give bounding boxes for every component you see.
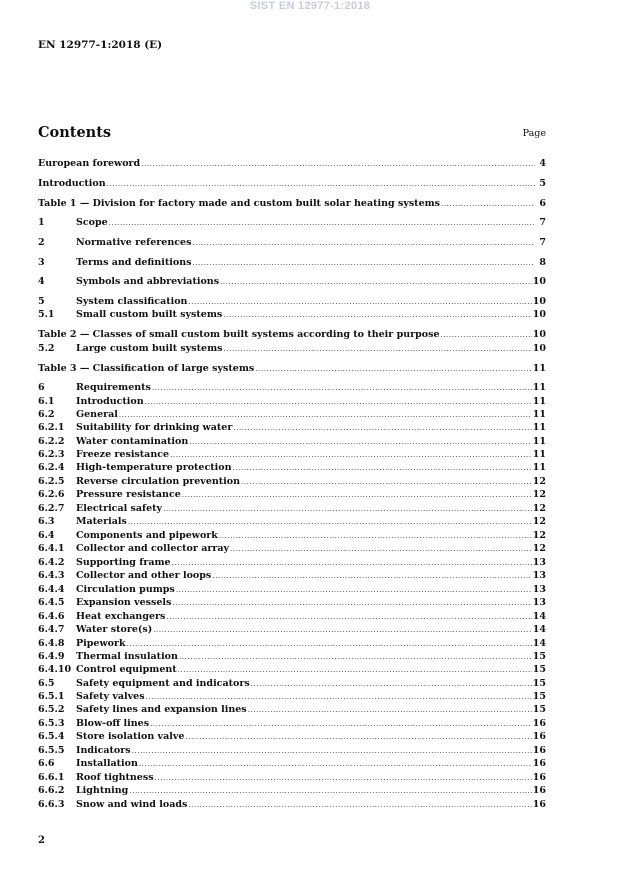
toc-entry-number: 6.4.10 [38,664,72,675]
dot-leader [178,664,532,677]
toc-entry-page: 12 [532,543,546,554]
toc-entry-number: 6.5.2 [38,704,65,715]
toc-entry-title[interactable]: Water store(s) [76,624,153,635]
dot-leader [109,217,535,230]
toc-entry-number: 6.4.9 [38,651,65,662]
toc-entry-title[interactable]: Store isolation valve [76,731,185,742]
toc-entry-title[interactable]: Installation [76,758,138,769]
toc-entry-title[interactable]: Snow and wind loads [76,799,188,810]
dot-leader [441,198,535,211]
dot-leader [192,257,535,270]
dot-leader [223,343,531,356]
toc-entry-number: 2 [38,237,45,248]
toc-entry-page: 8 [539,257,546,268]
toc-entry-page: 13 [532,597,546,608]
toc-entry-number: 6.5.5 [38,745,65,756]
toc-entry-page: 13 [532,584,546,595]
toc-entry-number: 6.4.6 [38,611,65,622]
toc-entry-page: 6 [539,198,546,209]
toc-entry-title[interactable]: Small custom built systems [76,309,223,320]
toc-entry-page: 10 [532,296,546,307]
toc-entry[interactable] [38,798,546,811]
toc-entry-title[interactable]: Terms and definitions [76,257,192,268]
toc-entry-title[interactable]: Safety equipment and indicators [76,678,250,689]
toc-entry[interactable] [38,650,546,663]
toc-entry-title[interactable]: Symbols and abbreviations [76,276,220,287]
toc-entry-number: 6.4.2 [38,557,65,568]
toc-entry-number: 4 [38,276,45,287]
toc-entry[interactable] [38,236,546,249]
toc-entry[interactable] [38,177,546,190]
toc-entry-title[interactable]: Normative references [76,237,192,248]
toc-entry[interactable] [38,677,546,690]
toc-entry-title[interactable]: Materials [76,516,127,527]
toc-entry-page: 10 [532,276,546,287]
toc-entry-title[interactable]: Lightning [76,785,129,796]
toc-entry-title[interactable]: System classification [76,296,188,307]
toc-entry-page: 15 [532,664,546,675]
dot-leader [220,276,532,289]
toc-entry[interactable] [38,744,546,757]
toc-entry-page: 11 [532,462,546,473]
toc-entry-page: 16 [532,785,546,796]
toc-entry-page: 16 [532,745,546,756]
dot-leader [185,731,531,744]
toc-entry-title[interactable]: European foreword [38,158,141,169]
dot-leader [248,704,532,717]
dot-leader [129,785,531,798]
toc-entry-number: 6.6.3 [38,799,65,810]
toc-entry-title[interactable]: Introduction [38,178,106,189]
toc-entry-page: 11 [532,363,546,374]
toc-entry[interactable] [38,637,546,650]
toc-entry-number: 1 [38,217,45,228]
dot-leader [139,758,532,771]
toc-entry-title[interactable]: Pipework [76,638,126,649]
toc-entry-number: 6.6.2 [38,785,65,796]
toc-entry-number: 6 [38,382,45,393]
toc-entry-number: 5.2 [38,343,55,354]
toc-entry-number: 6.4 [38,530,55,541]
toc-entry-title[interactable]: Blow-off lines [76,718,150,729]
dot-leader [141,158,535,171]
toc-entry-title[interactable]: Components and pipework [76,530,218,541]
toc-entry[interactable] [38,157,546,170]
document-id: EN 12977-1:2018 (E) [38,39,163,51]
toc-entry[interactable] [38,216,546,229]
toc-entry-number: 6.2.5 [38,476,65,487]
dot-leader [223,309,532,322]
toc-entry-number: 6.3 [38,516,55,527]
toc-entry-page: 15 [532,691,546,702]
toc-entry-page: 16 [532,731,546,742]
toc-entry-number: 6.2.2 [38,436,65,447]
toc-entry-number: 6.2 [38,409,55,420]
toc-entry-number: 6.4.4 [38,584,65,595]
toc-entry-page: 14 [532,638,546,649]
toc-entry-title[interactable]: Safety valves [76,691,145,702]
toc-entry-page: 16 [532,772,546,783]
toc-entry-number: 6.2.4 [38,462,65,473]
toc-entry[interactable] [38,408,546,421]
toc-entry-title[interactable]: Introduction [76,396,144,407]
toc-entry-title[interactable]: Table 2 — Classes of small custom built systems according to their purpose [38,329,440,340]
toc-entry-number: 6.6 [38,758,55,769]
toc-entry-page: 14 [532,624,546,635]
dot-leader [192,237,535,250]
dot-leader [128,516,532,529]
toc-entry-title[interactable]: General [76,409,118,420]
toc-entry[interactable] [38,623,546,636]
contents-title: Contents [38,124,112,141]
toc-entry[interactable] [38,583,546,596]
toc-entry-number: 6.5.3 [38,718,65,729]
dot-leader [233,422,531,435]
toc-entry-number: 6.4.3 [38,570,65,581]
toc-entry[interactable] [38,569,546,582]
toc-entry-title[interactable]: Roof tightness [76,772,154,783]
toc-entry[interactable] [38,275,546,288]
toc-entry-number: 6.2.3 [38,449,65,460]
dot-leader [188,799,531,812]
toc-entry-number: 3 [38,257,45,268]
toc-entry-title[interactable]: Requirements [76,382,151,393]
toc-entry-page: 12 [532,489,546,500]
toc-entry[interactable] [38,717,546,730]
toc-entry[interactable] [38,475,546,488]
toc-entry-number: 5 [38,296,45,307]
toc-entry-title[interactable]: Collector and other loops [76,570,212,581]
toc-entry-number: 6.5.1 [38,691,65,702]
toc-entry-number: 6.5.4 [38,731,65,742]
toc-entry[interactable] [38,448,546,461]
toc-entry-title[interactable]: Indicators [76,745,131,756]
toc-entry[interactable] [38,757,546,770]
toc-entry-title[interactable]: Electrical safety [76,503,163,514]
dot-leader [441,329,532,342]
toc-entry[interactable] [38,197,546,210]
toc-entry[interactable] [38,362,546,375]
toc-entry-title[interactable]: Table 3 — Classification of large systems [38,363,255,374]
toc-entry-page: 14 [532,611,546,622]
toc-entry-page: 12 [532,503,546,514]
toc-entry-page: 4 [539,158,546,169]
toc-entry-title[interactable]: Table 1 — Division for factory made and custom built solar heating systems [38,198,441,209]
toc-entry-page: 16 [532,799,546,810]
toc-entry-title[interactable]: Reverse circulation prevention [76,476,241,487]
toc-entry-page: 10 [532,329,546,340]
toc-entry-number: 6.4.7 [38,624,65,635]
toc-entry-title[interactable]: Suitability for drinking water [76,422,233,433]
watermark-text: SIST EN 12977-1:2018 [249,0,371,12]
toc-entry-page: 11 [532,382,546,393]
toc-entry-number: 6.2.7 [38,503,65,514]
toc-entry-page: 16 [532,758,546,769]
dot-leader [107,178,535,191]
toc-entry-title[interactable]: Circulation pumps [76,584,175,595]
dot-leader [152,382,532,395]
dot-leader [153,624,532,637]
toc-entry-page: 7 [539,217,546,228]
toc-entry[interactable] [38,328,546,341]
toc-entry-page: 15 [532,704,546,715]
toc-entry-number: 6.4.1 [38,543,65,554]
toc-entry-page: 16 [532,718,546,729]
toc-entry-page: 7 [539,237,546,248]
toc-entry-number: 6.4.5 [38,597,65,608]
toc-entry-title[interactable]: Expansion vessels [76,597,172,608]
toc-entry-number: 6.6.1 [38,772,65,783]
toc-entry-page: 12 [532,516,546,527]
toc-entry-page: 13 [532,570,546,581]
toc-entry[interactable] [38,771,546,784]
page-column-label: Page [522,128,546,139]
toc-entry[interactable] [38,515,546,528]
dot-leader [212,570,532,583]
toc-entry[interactable] [38,488,546,501]
toc-entry[interactable] [38,542,546,555]
toc-entry[interactable] [38,502,546,515]
toc-entry[interactable] [38,784,546,797]
toc-entry[interactable] [38,295,546,308]
toc-entry-title[interactable]: Control equipment [76,664,177,675]
toc-entry-number: 6.5 [38,678,55,689]
toc-entry-page: 15 [532,678,546,689]
dot-leader [172,597,531,610]
toc-entry[interactable] [38,556,546,569]
toc-entry-number: 5.1 [38,309,55,320]
toc-entry-page: 5 [539,178,546,189]
toc-entry-page: 11 [532,409,546,420]
toc-entry-page: 11 [532,422,546,433]
toc-entry[interactable] [38,703,546,716]
toc-entry[interactable] [38,663,546,676]
dot-leader [255,363,532,376]
toc-entry[interactable] [38,529,546,542]
toc-entry-page: 11 [532,396,546,407]
toc-entry-page: 13 [532,557,546,568]
toc-entry-title[interactable]: Water contamination [76,436,189,447]
toc-entry[interactable] [38,395,546,408]
toc-entry[interactable] [38,381,546,394]
toc-entry[interactable] [38,461,546,474]
toc-entry-page: 11 [532,436,546,447]
dot-leader [233,462,532,475]
toc-entry[interactable] [38,308,546,321]
dot-leader [182,489,532,502]
toc-entry[interactable] [38,256,546,269]
toc-entry-title[interactable]: High-temperature protection [76,462,232,473]
toc-entry-number: 6.1 [38,396,55,407]
toc-entry[interactable] [38,690,546,703]
toc-entry-title[interactable]: Collector and collector array [76,543,230,554]
toc-entry-page: 15 [532,651,546,662]
toc-entry-page: 10 [532,309,546,320]
toc-entry-page: 11 [532,449,546,460]
toc-entry-number: 6.2.6 [38,489,65,500]
toc-entry[interactable] [38,610,546,623]
toc-entry[interactable] [38,342,546,355]
toc-entry[interactable] [38,730,546,743]
toc-entry-title[interactable]: Large custom built systems [76,343,223,354]
footer-page-number: 2 [38,835,45,846]
toc-entry[interactable] [38,421,546,434]
toc-entry-title[interactable]: Scope [76,217,108,228]
toc-entry-title[interactable]: Safety lines and expansion lines [76,704,247,715]
toc-entry-title[interactable]: Thermal insulation [76,651,178,662]
dot-leader [230,543,532,556]
toc-entry-page: 12 [532,530,546,541]
toc-entry-page: 10 [532,343,546,354]
toc-entry-number: 6.2.1 [38,422,65,433]
toc-entry-number: 6.4.8 [38,638,65,649]
toc-entry-title[interactable]: Freeze resistance [76,449,170,460]
toc-entry-title[interactable]: Supporting frame [76,557,171,568]
toc-entry-title[interactable]: Heat exchangers [76,611,166,622]
toc-entry[interactable] [38,435,546,448]
toc-entry[interactable] [38,596,546,609]
toc-entry-page: 12 [532,476,546,487]
toc-entry-title[interactable]: Pressure resistance [76,489,181,500]
